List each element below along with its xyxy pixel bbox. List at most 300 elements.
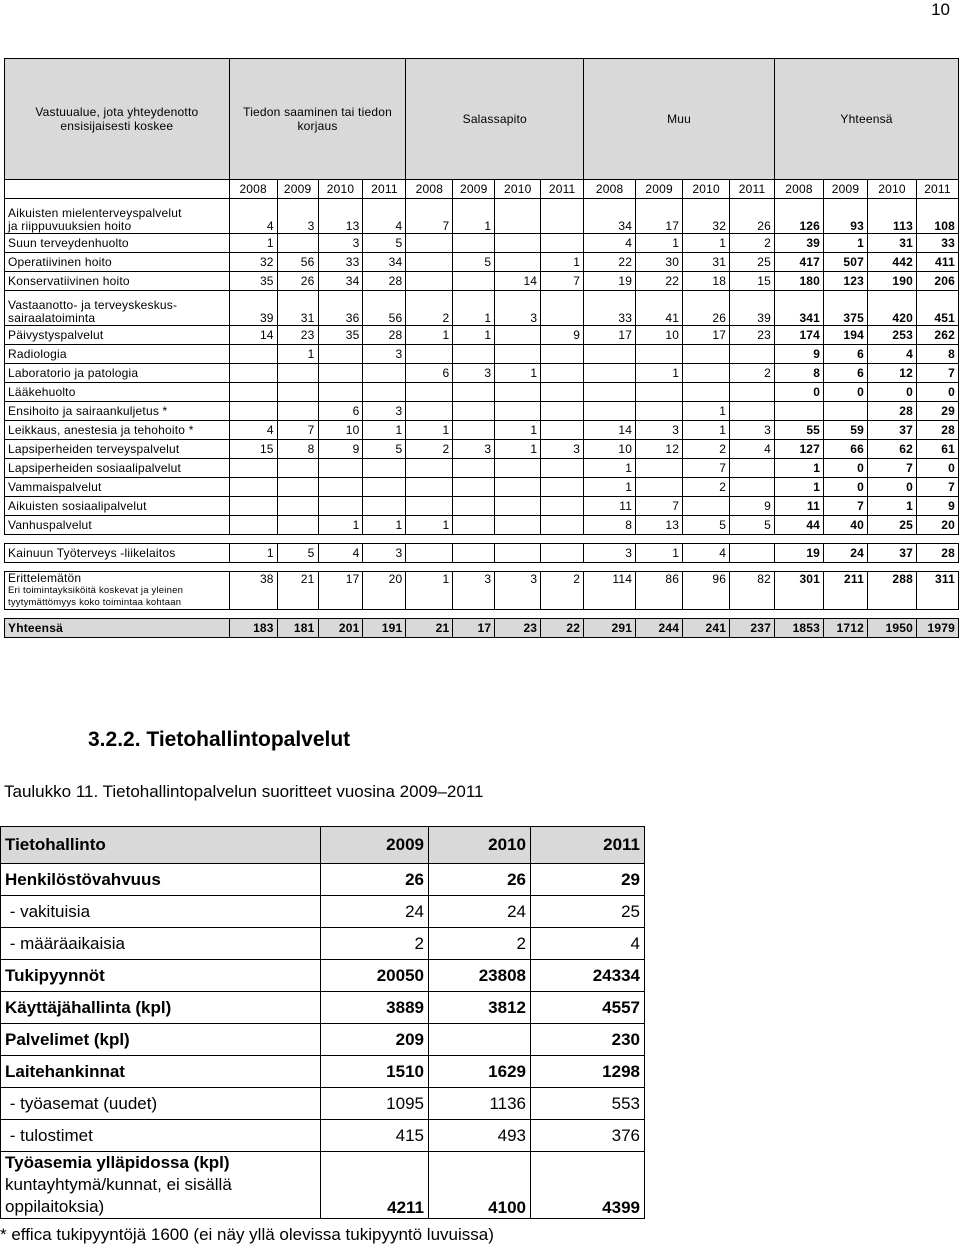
value-cell: 4 [318, 544, 363, 563]
spacer-cell [636, 535, 683, 544]
value-cell [495, 544, 541, 563]
value-cell [683, 497, 730, 516]
value-cell [730, 345, 775, 364]
spacer-row [5, 535, 959, 544]
value-cell: 4 [867, 345, 916, 364]
value-cell: 3 [453, 440, 495, 459]
value-cell: 4211 [321, 1152, 429, 1219]
value-cell: 1 [229, 234, 277, 253]
spacer-cell [363, 563, 406, 572]
value-cell: 32 [229, 253, 277, 272]
table-row [5, 402, 959, 421]
value-cell: 1136 [429, 1088, 531, 1120]
year-row [5, 180, 959, 199]
spacer-cell [5, 563, 230, 572]
row-label: Lapsiperheiden terveyspalvelut [5, 440, 230, 459]
table-row [5, 544, 959, 563]
year-cell: 2008 [406, 180, 453, 199]
value-cell: 1 [495, 421, 541, 440]
value-cell: 33 [584, 291, 636, 326]
value-cell: 253 [867, 326, 916, 345]
year-cell: 2008 [229, 180, 277, 199]
value-cell [541, 383, 584, 402]
value-cell: 1 [406, 326, 453, 345]
value-cell [541, 516, 584, 535]
value-cell: 2 [683, 440, 730, 459]
spacer-cell [636, 610, 683, 619]
value-cell [495, 345, 541, 364]
complaints-table [4, 58, 959, 638]
row-label: Leikkaus, anestesia ja tehohoito * [5, 421, 230, 440]
value-cell: 1510 [321, 1056, 429, 1088]
value-cell [541, 364, 584, 383]
spacer-cell [916, 610, 958, 619]
row-label-line1: Työasemia ylläpidossa (kpl) [5, 1153, 230, 1172]
value-cell: 114 [584, 572, 636, 610]
value-cell: 244 [636, 619, 683, 638]
value-cell [363, 497, 406, 516]
value-cell: 17 [683, 326, 730, 345]
value-cell: 82 [730, 572, 775, 610]
value-cell: 12 [636, 440, 683, 459]
value-cell: 7 [277, 421, 318, 440]
value-cell: 0 [916, 459, 958, 478]
value-cell: 3 [318, 234, 363, 253]
value-cell: 55 [775, 421, 824, 440]
value-cell: 1 [363, 516, 406, 535]
value-cell: 6 [318, 402, 363, 421]
value-cell: 7 [541, 272, 584, 291]
value-cell: 230 [531, 1024, 645, 1056]
spacer-cell [683, 563, 730, 572]
spacer-cell [229, 610, 277, 619]
value-cell: 126 [775, 199, 824, 234]
year-cell: 2010 [683, 180, 730, 199]
row-label: - vakituisia [1, 896, 321, 928]
row-label: Lääkehuolto [5, 383, 230, 402]
value-cell: 96 [683, 572, 730, 610]
row-label-line2: kuntayhtymä/kunnat, ei sisällä [5, 1175, 232, 1194]
spacer-cell [775, 610, 824, 619]
value-cell: 1 [406, 572, 453, 610]
value-cell: 5 [683, 516, 730, 535]
value-cell: 1 [406, 516, 453, 535]
row-label-line2: ja riippuvuuksien hoito [8, 219, 132, 233]
value-cell: 209 [321, 1024, 429, 1056]
spacer-row [5, 563, 959, 572]
value-cell [229, 402, 277, 421]
row-label-line3: oppilaitoksia) [5, 1197, 105, 1216]
value-cell: 40 [824, 516, 868, 535]
value-cell: 1979 [916, 619, 958, 638]
value-cell: 311 [916, 572, 958, 610]
value-cell: 1 [636, 234, 683, 253]
value-cell: 41 [636, 291, 683, 326]
value-cell: 5 [453, 253, 495, 272]
year-cell: 2011 [916, 180, 958, 199]
value-cell [229, 516, 277, 535]
row-label [1, 1152, 321, 1219]
value-cell [453, 272, 495, 291]
value-cell: 4100 [429, 1152, 531, 1219]
value-cell: 1 [541, 253, 584, 272]
value-cell: 21 [277, 572, 318, 610]
value-cell: 15 [229, 440, 277, 459]
value-cell: 28 [867, 402, 916, 421]
value-cell: 2 [321, 928, 429, 960]
value-cell [495, 383, 541, 402]
value-cell: 1 [775, 459, 824, 478]
value-cell: 1298 [531, 1056, 645, 1088]
year-cell: 2009 [636, 180, 683, 199]
value-cell [318, 478, 363, 497]
spacer-cell [277, 610, 318, 619]
value-cell [683, 383, 730, 402]
value-cell: 11 [775, 497, 824, 516]
value-cell: 1 [636, 364, 683, 383]
value-cell [683, 364, 730, 383]
header-group-cell: Yhteensä [775, 59, 959, 180]
table-row [5, 516, 959, 535]
value-cell: 3 [495, 572, 541, 610]
row-label-note: Eri toimintayksiköitä koskevat ja yleinen tyytymättömyys koko toimintaa kohtaan [8, 585, 184, 608]
value-cell: 127 [775, 440, 824, 459]
value-cell: 3 [495, 291, 541, 326]
table-row [5, 572, 959, 610]
value-cell: 10 [318, 421, 363, 440]
value-cell: 17 [453, 619, 495, 638]
value-cell: 1 [683, 234, 730, 253]
spacer-cell [5, 610, 230, 619]
header-year-cell: 2011 [531, 827, 645, 864]
value-cell: 59 [824, 421, 868, 440]
value-cell: 262 [916, 326, 958, 345]
value-cell [541, 421, 584, 440]
value-cell [453, 478, 495, 497]
value-cell: 1950 [867, 619, 916, 638]
table-row [5, 291, 959, 326]
value-cell: 174 [775, 326, 824, 345]
value-cell [429, 1024, 531, 1056]
table-row [5, 345, 959, 364]
value-cell [495, 516, 541, 535]
value-cell [683, 345, 730, 364]
table-caption: Taulukko 11. Tietohallintopalvelun suoritteet vuosina 2009–2011 [4, 782, 484, 801]
spacer-cell [730, 535, 775, 544]
spacer-cell [584, 610, 636, 619]
value-cell: 3 [541, 440, 584, 459]
value-cell: 4399 [531, 1152, 645, 1219]
table-row [1, 992, 645, 1024]
value-cell [584, 345, 636, 364]
value-cell: 0 [824, 478, 868, 497]
value-cell [318, 383, 363, 402]
spacer-cell [406, 563, 453, 572]
value-cell: 3 [453, 572, 495, 610]
value-cell [541, 291, 584, 326]
spacer-cell [229, 535, 277, 544]
value-cell: 451 [916, 291, 958, 326]
value-cell: 23 [277, 326, 318, 345]
row-label [5, 291, 230, 326]
value-cell: 7 [824, 497, 868, 516]
value-cell: 241 [683, 619, 730, 638]
header-area-cell: Vastuualue, jota yhteydenotto ensisijaisesti koskee [5, 59, 230, 180]
value-cell: 2 [406, 291, 453, 326]
value-cell: 25 [867, 516, 916, 535]
value-cell: 25 [730, 253, 775, 272]
value-cell: 3 [730, 421, 775, 440]
row-label-line1: Aikuisten mielenterveyspalvelut [8, 206, 182, 220]
value-cell [277, 497, 318, 516]
value-cell: 6 [824, 345, 868, 364]
spacer-row [5, 610, 959, 619]
header-row [5, 59, 959, 180]
value-cell [541, 478, 584, 497]
value-cell: 507 [824, 253, 868, 272]
value-cell [584, 364, 636, 383]
value-cell: 21 [406, 619, 453, 638]
value-cell: 28 [916, 421, 958, 440]
value-cell: 1 [277, 345, 318, 364]
spacer-cell [636, 563, 683, 572]
value-cell: 180 [775, 272, 824, 291]
value-cell [318, 497, 363, 516]
value-cell [495, 402, 541, 421]
section-heading: 3.2.2. Tietohallintopalvelut [88, 728, 351, 751]
year-cell: 2010 [495, 180, 541, 199]
row-label: Kainuun Työterveys -liikelaitos [5, 544, 230, 563]
spacer-cell [406, 610, 453, 619]
value-cell: 13 [636, 516, 683, 535]
value-cell: 7 [867, 459, 916, 478]
value-cell: 4 [229, 199, 277, 234]
value-cell: 0 [824, 459, 868, 478]
value-cell [453, 421, 495, 440]
spacer-cell [775, 535, 824, 544]
value-cell: 34 [318, 272, 363, 291]
value-cell [229, 497, 277, 516]
spacer-cell [363, 535, 406, 544]
value-cell: 62 [867, 440, 916, 459]
value-cell [636, 402, 683, 421]
value-cell: 1 [363, 421, 406, 440]
spacer-cell [318, 535, 363, 544]
header-label-cell: Tietohallinto [1, 827, 321, 864]
value-cell [636, 383, 683, 402]
value-cell [363, 478, 406, 497]
value-cell: 1 [824, 234, 868, 253]
value-cell [453, 402, 495, 421]
value-cell: 33 [318, 253, 363, 272]
value-cell: 493 [429, 1120, 531, 1152]
value-cell: 31 [683, 253, 730, 272]
value-cell: 22 [584, 253, 636, 272]
value-cell [730, 478, 775, 497]
value-cell: 3812 [429, 992, 531, 1024]
value-cell [541, 402, 584, 421]
spacer-cell [916, 535, 958, 544]
value-cell: 2 [683, 478, 730, 497]
year-cell: 2010 [867, 180, 916, 199]
value-cell: 11 [584, 497, 636, 516]
row-label: Lapsiperheiden sosiaalipalvelut [5, 459, 230, 478]
header-year-cell: 2010 [429, 827, 531, 864]
value-cell: 0 [775, 383, 824, 402]
value-cell [495, 234, 541, 253]
value-cell: 23808 [429, 960, 531, 992]
value-cell [229, 383, 277, 402]
row-label: Suun terveydenhuolto [5, 234, 230, 253]
row-label: - työasemat (uudet) [1, 1088, 321, 1120]
value-cell [318, 345, 363, 364]
value-cell: 28 [363, 326, 406, 345]
value-cell: 19 [775, 544, 824, 563]
value-cell: 37 [867, 421, 916, 440]
row-label-line1: Erittelemätön [8, 571, 82, 585]
value-cell: 4 [584, 234, 636, 253]
value-cell: 375 [824, 291, 868, 326]
table-row [1, 960, 645, 992]
page-number: 10 [931, 0, 950, 19]
value-cell: 194 [824, 326, 868, 345]
value-cell: 18 [683, 272, 730, 291]
table-row [5, 459, 959, 478]
value-cell: 190 [867, 272, 916, 291]
value-cell [453, 234, 495, 253]
value-cell: 8 [277, 440, 318, 459]
value-cell: 301 [775, 572, 824, 610]
row-label: Käyttäjähallinta (kpl) [1, 992, 321, 1024]
value-cell: 44 [775, 516, 824, 535]
row-label: - määräaikaisia [1, 928, 321, 960]
value-cell [363, 364, 406, 383]
value-cell [277, 516, 318, 535]
value-cell: 4557 [531, 992, 645, 1024]
value-cell [584, 402, 636, 421]
row-label: - tulostimet [1, 1120, 321, 1152]
spacer-cell [683, 610, 730, 619]
value-cell: 1 [495, 440, 541, 459]
value-cell: 61 [916, 440, 958, 459]
spacer-cell [318, 563, 363, 572]
value-cell: 1 [406, 421, 453, 440]
value-cell [730, 544, 775, 563]
value-cell [277, 478, 318, 497]
value-cell: 20 [916, 516, 958, 535]
value-cell: 1 [453, 291, 495, 326]
value-cell: 39 [775, 234, 824, 253]
spacer-cell [495, 535, 541, 544]
spacer-cell [495, 563, 541, 572]
row-label: Päivystyspalvelut [5, 326, 230, 345]
spacer-cell [541, 535, 584, 544]
value-cell: 3 [277, 199, 318, 234]
table-row [1, 1024, 645, 1056]
value-cell: 420 [867, 291, 916, 326]
value-cell: 4 [683, 544, 730, 563]
value-cell [406, 402, 453, 421]
value-cell: 56 [277, 253, 318, 272]
value-cell [495, 326, 541, 345]
year-cell: 2011 [730, 180, 775, 199]
value-cell [318, 364, 363, 383]
spacer-cell [541, 563, 584, 572]
value-cell: 7 [683, 459, 730, 478]
table-row [5, 383, 959, 402]
value-cell: 3 [363, 544, 406, 563]
value-cell: 1 [453, 199, 495, 234]
value-cell: 14 [229, 326, 277, 345]
value-cell: 4 [229, 421, 277, 440]
year-cell: 2010 [318, 180, 363, 199]
value-cell: 5 [363, 440, 406, 459]
value-cell: 7 [636, 497, 683, 516]
spacer-cell [453, 563, 495, 572]
value-cell: 5 [363, 234, 406, 253]
value-cell: 9 [541, 326, 584, 345]
table-row [1, 864, 645, 896]
spacer-cell [916, 563, 958, 572]
spacer-cell [5, 535, 230, 544]
value-cell: 19 [584, 272, 636, 291]
value-cell [406, 345, 453, 364]
value-cell: 17 [584, 326, 636, 345]
value-cell [824, 402, 868, 421]
value-cell [318, 459, 363, 478]
value-cell: 7 [916, 478, 958, 497]
value-cell: 341 [775, 291, 824, 326]
value-cell: 29 [916, 402, 958, 421]
value-cell [363, 383, 406, 402]
row-label: Laboratorio ja patologia [5, 364, 230, 383]
value-cell: 24334 [531, 960, 645, 992]
value-cell: 29 [531, 864, 645, 896]
value-cell [277, 364, 318, 383]
spacer-cell [495, 610, 541, 619]
spacer-cell [541, 610, 584, 619]
row-label: Radiologia [5, 345, 230, 364]
value-cell [730, 402, 775, 421]
value-cell: 20050 [321, 960, 429, 992]
table-row [1, 928, 645, 960]
value-cell [229, 478, 277, 497]
value-cell: 31 [277, 291, 318, 326]
table-row [1, 1056, 645, 1088]
value-cell [453, 516, 495, 535]
value-cell: 1712 [824, 619, 868, 638]
value-cell: 3 [584, 544, 636, 563]
value-cell: 2 [730, 234, 775, 253]
value-cell: 26 [683, 291, 730, 326]
value-cell: 17 [318, 572, 363, 610]
value-cell: 191 [363, 619, 406, 638]
value-cell: 10 [636, 326, 683, 345]
value-cell: 26 [277, 272, 318, 291]
value-cell: 181 [277, 619, 318, 638]
value-cell: 0 [867, 478, 916, 497]
value-cell [584, 383, 636, 402]
value-cell: 1 [318, 516, 363, 535]
value-cell [453, 459, 495, 478]
value-cell: 8 [584, 516, 636, 535]
value-cell: 1 [453, 326, 495, 345]
value-cell: 34 [363, 253, 406, 272]
value-cell: 12 [867, 364, 916, 383]
value-cell: 66 [824, 440, 868, 459]
value-cell: 1 [229, 544, 277, 563]
table-row [5, 421, 959, 440]
